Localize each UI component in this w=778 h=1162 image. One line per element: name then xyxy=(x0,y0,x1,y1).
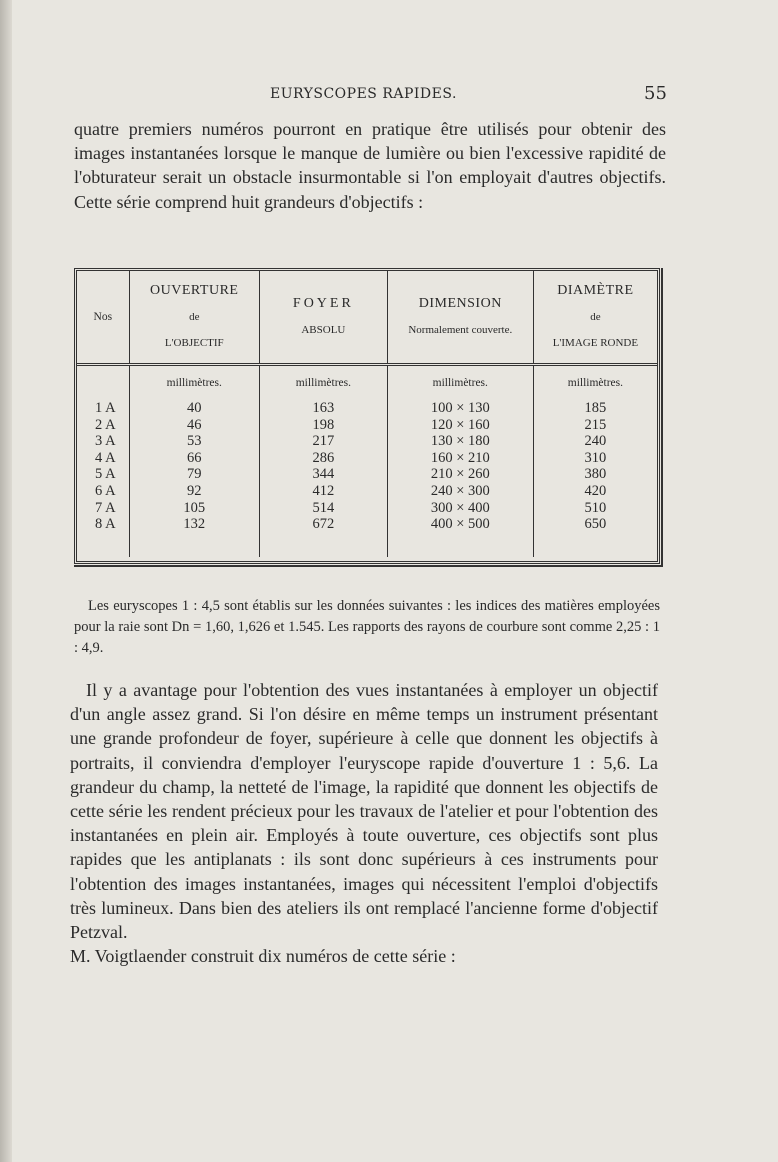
cell-dimension: 100 × 130 xyxy=(387,400,533,417)
cell-ouverture: 132 xyxy=(129,516,259,533)
cell-foyer: 412 xyxy=(259,483,387,500)
lens-table xyxy=(77,271,657,557)
cell-ouverture: 66 xyxy=(129,450,259,467)
cell-ouverture: 40 xyxy=(129,400,259,417)
unit-cell: millimètres. xyxy=(533,365,657,401)
table-bottom-spacer xyxy=(77,533,657,557)
cell-ouverture: 79 xyxy=(129,466,259,483)
cell-no: 6 A xyxy=(95,482,116,499)
cell-diametre: 240 xyxy=(533,433,657,450)
cell-diametre: 650 xyxy=(533,516,657,533)
cell-foyer: 286 xyxy=(259,450,387,467)
cell-foyer: 163 xyxy=(259,400,387,417)
running-title: EURYSCOPES RAPIDES. xyxy=(270,86,457,102)
cell-no: 3 A xyxy=(95,433,116,450)
unit-cell: millimètres. xyxy=(387,365,533,401)
closing-paragraph: M. Voigtlaender construit dix numéros de cette série : xyxy=(70,946,456,967)
unit-cell: millimètres. xyxy=(259,365,387,401)
header-nos: Nos xyxy=(77,271,129,365)
cell-diametre: 185 xyxy=(533,400,657,417)
table-row xyxy=(77,433,657,450)
cell-foyer: 217 xyxy=(259,433,387,450)
units-row xyxy=(77,365,657,401)
cell-diametre: 310 xyxy=(533,450,657,467)
cell-foyer: 198 xyxy=(259,417,387,434)
cell-dimension: 130 × 180 xyxy=(387,433,533,450)
cell-dimension: 160 × 210 xyxy=(387,450,533,467)
cell-dimension: 400 × 500 xyxy=(387,516,533,533)
table-row xyxy=(77,516,657,533)
cell-ouverture: 92 xyxy=(129,483,259,500)
cell-ouverture: 105 xyxy=(129,500,259,517)
cell-diametre: 510 xyxy=(533,500,657,517)
header-foyer: FOYER ABSOLU xyxy=(259,271,387,365)
cell-diametre: 420 xyxy=(533,483,657,500)
table-row xyxy=(77,466,657,483)
table-row xyxy=(77,417,657,434)
table-row xyxy=(77,400,657,417)
header-ouverture: OUVERTURE de L'OBJECTIF xyxy=(129,271,259,365)
table-row xyxy=(77,500,657,517)
running-head xyxy=(0,83,778,108)
cell-no: 4 A xyxy=(95,449,116,466)
main-paragraph-text: Il y a avantage pour l'obtention des vues instantanées à employer un objectif d'un angle assez grand. Si l'on désire en même temps un instrument présentant une grande profondeur de foyer, supérieure à celle que donnent les objectifs à portraits, il conviendra d'employer l'euryscope rapide d'ouverture 1 : 5,6. La grandeur du champ, la netteté de l'image, la rapidité que donnent les objectifs de cette série les rendent précieux pour les travaux de l'atelier et pour l'obtention des instantanées en plein air. Employés à toute ouverture, ces objectifs sont plus rapides que les antiplanats : ils sont donc supérieurs à ces instruments pour l'obtention des images instantanées, images qui nécessitent l'emploi d'objectifs très lumineux. Dans bien des ateliers ils ont remplacé l'ancienne forme d'objectif Petzval. xyxy=(70,680,658,943)
cell-foyer: 344 xyxy=(259,466,387,483)
lens-table-frame xyxy=(74,268,660,564)
cell-no: 7 A xyxy=(95,499,116,516)
page-number: 55 xyxy=(644,83,667,104)
table-row xyxy=(77,483,657,500)
table-footnote: Les euryscopes 1 : 4,5 sont établis sur les données suivantes : les indices des matières employées pour la raie sont Dn = 1,60, 1,626 et 1.545. Les rapports des rayons de courbure sont comme 2,25 : 1 : 4,9. xyxy=(74,598,660,656)
cell-ouverture: 46 xyxy=(129,417,259,434)
cell-foyer: 514 xyxy=(259,500,387,517)
cell-no: 8 A xyxy=(95,516,116,533)
unit-cell: millimètres. xyxy=(129,365,259,401)
cell-dimension: 210 × 260 xyxy=(387,466,533,483)
intro-paragraph: quatre premiers numéros pourront en pratique être utilisés pour obtenir des images instantanées lorsque le manque de lumière ou bien l'excessive rapidité de l'obturateur serait un obstacle insurmontable si l'on employait d'autres objectifs. Cette série comprend huit grandeurs d'objectifs : xyxy=(74,119,666,212)
header-dimension: DIMENSION Normalement couverte. xyxy=(387,271,533,365)
cell-diametre: 380 xyxy=(533,466,657,483)
main-paragraph xyxy=(70,678,658,968)
cell-no: 1 A xyxy=(95,400,116,416)
cell-no: 5 A xyxy=(95,466,116,483)
cell-dimension: 120 × 160 xyxy=(387,417,533,434)
page-binding-edge xyxy=(0,0,12,1162)
cell-foyer: 672 xyxy=(259,516,387,533)
cell-ouverture: 53 xyxy=(129,433,259,450)
cell-no: 2 A xyxy=(95,416,116,433)
table-row xyxy=(77,450,657,467)
cell-dimension: 300 × 400 xyxy=(387,500,533,517)
cell-diametre: 215 xyxy=(533,417,657,434)
header-diametre: DIAMÈTRE de L'IMAGE RONDE xyxy=(533,271,657,365)
cell-dimension: 240 × 300 xyxy=(387,483,533,500)
